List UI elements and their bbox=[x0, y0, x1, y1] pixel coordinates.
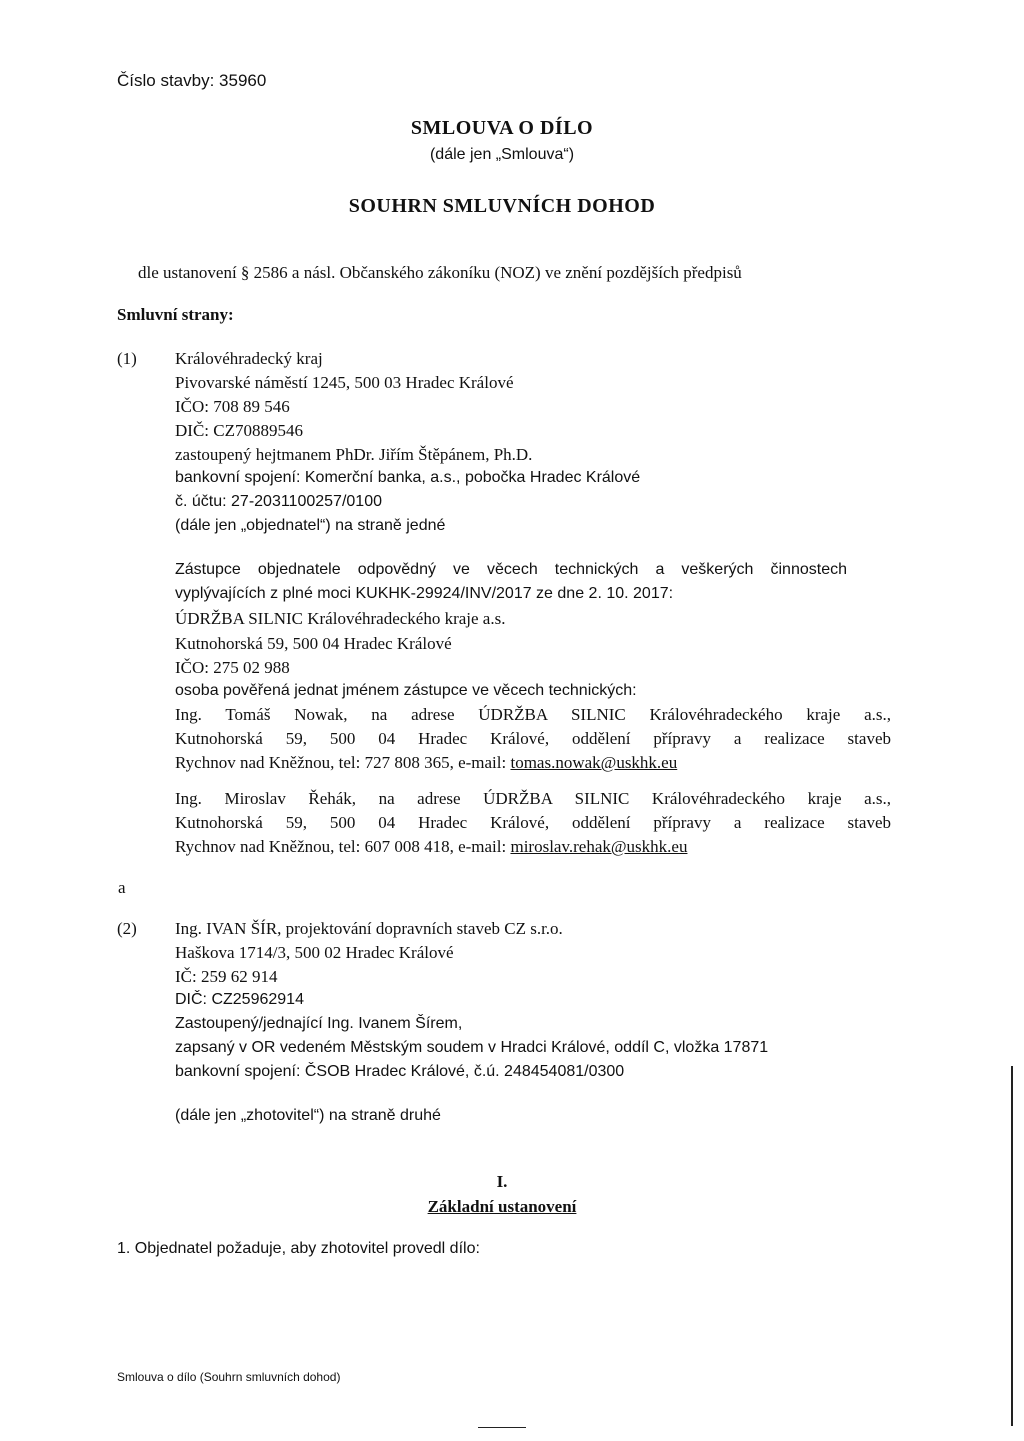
party2-alias: (dále jen „zhotovitel“) na straně druhé bbox=[175, 1107, 441, 1124]
party2-represented: Zastoupený/jednající Ing. Ivanem Šírem, bbox=[175, 1015, 463, 1032]
party1-name: Královéhradecký kraj bbox=[175, 349, 323, 368]
party1-number: (1) bbox=[117, 349, 137, 368]
party1-account: č. účtu: 27-2031100257/0100 bbox=[175, 493, 382, 510]
scan-bottom-mark bbox=[478, 1427, 526, 1428]
contact2-line1: Ing. Miroslav Řehák, na adrese ÚDRŽBA SILNIC Královéhradeckého kraje a.s., bbox=[175, 789, 891, 808]
representative-address: Kutnohorská 59, 500 04 Hradec Králové bbox=[175, 634, 452, 653]
contact1-phone-text: Rychnov nad Kněžnou, tel: 727 808 365, e-mail: bbox=[175, 753, 511, 772]
conjunction: a bbox=[118, 878, 126, 897]
party1-represented: zastoupený hejtmanem PhDr. Jiřím Štěpánem, Ph.D. bbox=[175, 445, 533, 464]
representative-line1: Zástupce objednatele odpovědný ve věcech technických a veškerých činnostech bbox=[175, 561, 847, 578]
section-title: Základní ustanovení bbox=[427, 1197, 577, 1216]
party2-name: Ing. IVAN ŠÍR, projektování dopravních staveb CZ s.r.o. bbox=[175, 919, 563, 938]
contact1-line2: Kutnohorská 59, 500 04 Hradec Králové, oddělení přípravy a realizace staveb bbox=[175, 729, 891, 748]
party2-bank: bankovní spojení: ČSOB Hradec Králové, č.ú. 248454081/0300 bbox=[175, 1063, 625, 1080]
party1-dic: DIČ: CZ70889546 bbox=[175, 421, 303, 440]
representative-line2: vyplývajících z plné moci KUKHK-29924/INV/2017 ze dne 2. 10. 2017: bbox=[175, 585, 674, 602]
contact2-phone-text: Rychnov nad Kněžnou, tel: 607 008 418, e-mail: bbox=[175, 837, 511, 856]
party1-bank: bankovní spojení: Komerční banka, a.s., pobočka Hradec Králové bbox=[175, 469, 641, 486]
representative-ico: IČO: 275 02 988 bbox=[175, 658, 290, 677]
section-item-1: 1. Objednatel požaduje, aby zhotovitel provedl dílo: bbox=[117, 1240, 480, 1257]
representative-company: ÚDRŽBA SILNIC Královéhradeckého kraje a.s. bbox=[175, 609, 506, 628]
party1-alias: (dále jen „objednatel“) na straně jedné bbox=[175, 517, 446, 534]
party2-dic: DIČ: CZ25962914 bbox=[175, 991, 304, 1008]
party1-ico: IČO: 708 89 546 bbox=[175, 397, 290, 416]
document-subtitle: SOUHRN SMLUVNÍCH DOHOD bbox=[348, 195, 656, 217]
footer-text: Smlouva o dílo (Souhrn smluvních dohod) bbox=[117, 1370, 341, 1384]
legal-basis: dle ustanovení § 2586 a násl. Občanského zákoníku (NOZ) ve znění pozdějších předpisů bbox=[138, 263, 742, 282]
party2-registration: zapsaný v OR vedeném Městským soudem v Hradci Králové, oddíl C, vložka 17871 bbox=[175, 1039, 769, 1056]
contact1-email-link[interactable]: tomas.nowak@uskhk.eu bbox=[510, 753, 678, 772]
party2-address: Haškova 1714/3, 500 02 Hradec Králové bbox=[175, 943, 454, 962]
contact2-email-link[interactable]: miroslav.rehak@uskhk.eu bbox=[510, 837, 688, 856]
party2-number: (2) bbox=[117, 919, 137, 938]
document-alias: (dále jen „Smlouva“) bbox=[429, 146, 575, 163]
building-number: Číslo stavby: 35960 bbox=[117, 71, 267, 90]
contact2-line2: Kutnohorská 59, 500 04 Hradec Králové, oddělení přípravy a realizace staveb bbox=[175, 813, 891, 832]
parties-heading: Smluvní strany: bbox=[117, 305, 234, 324]
authorized-person-heading: osoba pověřená jednat jménem zástupce ve věcech technických: bbox=[175, 682, 637, 699]
contact1-line1: Ing. Tomáš Nowak, na adrese ÚDRŽBA SILNIC Královéhradeckého kraje a.s., bbox=[175, 705, 891, 724]
document-title: SMLOUVA O DÍLO bbox=[410, 117, 594, 139]
section-number: I. bbox=[496, 1172, 508, 1191]
party1-address: Pivovarské náměstí 1245, 500 03 Hradec Králové bbox=[175, 373, 514, 392]
party2-ic: IČ: 259 62 914 bbox=[175, 967, 278, 986]
contact1-line3 bbox=[175, 754, 677, 771]
contact2-line3 bbox=[175, 838, 687, 855]
scan-edge-line bbox=[1011, 1066, 1013, 1426]
